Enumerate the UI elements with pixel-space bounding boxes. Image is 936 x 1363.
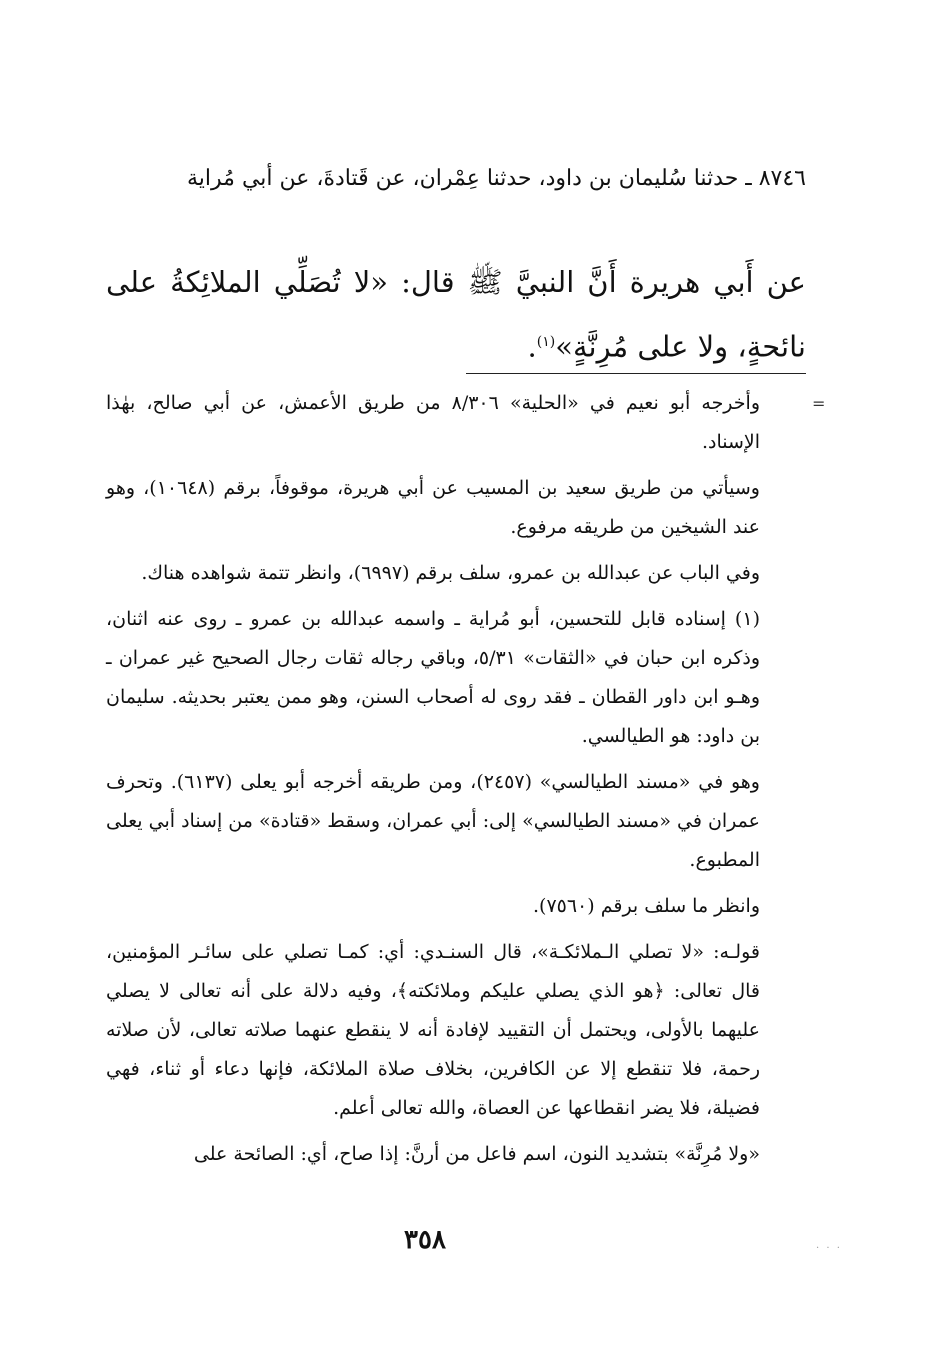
page-number: ٣٥٨ (404, 1225, 446, 1255)
footnote-paragraph: قولـه: «لا تصلي الـملائكـة»، قال السنـدي: أي: كمـا تصلي على سائـر المؤمنين، قال تعالى: ﴿هو الذي يصلي عليكم وملائكته﴾، وفيه دلالة على أنه تعالى لا يصلي عليهما بالأولى، ويحتمل أن التقييد لإفادة أنه لا ينقطع عنهما صلاته تعالى، لأن صلاته رحمة، فلا تنقطع إلا عن الكافرين، بخلاف صلاة الملائكة، فإنها دعاء أو ثناء، فهي فضيلة، فلا يضر انقطاعها عن العصاة، والله تعالى أعلم. (106, 941, 760, 1119)
footnote-paragraph: (١) إسناده قابل للتحسين، أبو مُراية ـ واسمه عبدالله بن عمرو ـ روى عنه اثنان، وذكره ابن حبان في «الثقات» ٥/٣١، وباقي رجاله ثقات رجال الصحيح غير عمران ـ وهـو ابن داور القطان ـ فقد روى له أصحاب السنن، وهو ممن يعتبر بحديثه. سليمان بن داود: هو الطيالسي. (106, 608, 760, 747)
footnote-paragraph: وفي الباب عن عبدالله بن عمرو، سلف برقم (٦٩٩٧)، وانظر تتمة شواهده هناك. (141, 562, 760, 584)
footnote-paragraph: وهو في «مسند الطيالسي» (٢٤٥٧)، ومن طريقه أخرجه أبو يعلى (٦١٣٧). وتحرف عمران في «مسند الطيالسي» إلى: أبي عمران، وسقط «قتادة» من إسناد أبي يعلى المطبوع. (106, 771, 760, 871)
footnote-divider (466, 373, 806, 374)
footnote-paragraph: «ولا مُرِنَّة» بتشديد النون، اسم فاعل من أرنَّ: إذا صاح، أي: الصائحة على (193, 1143, 760, 1165)
hadith-matn-text: عن أَبي هريرة أَنَّ النبيَّ ﷺ قال: «لا تُصَلِّي الملائِكةُ على نائحةٍ، ولا على مُرِنَّةٍ» (106, 265, 806, 364)
continuation-mark: = (812, 394, 826, 413)
footnote-paragraph: وانظر ما سلف برقم (٧٥٦٠). (532, 895, 760, 917)
footnotes-section (106, 384, 794, 1181)
hadith-isnad: ٨٧٤٦ ـ حدثنا سُليمان بن داود، حدثنا عِمْران، عن قَتادةَ، عن أبي مُراية (187, 166, 806, 191)
footnote-paragraph: وسيأتي من طريق سعيد بن المسيب عن أبي هريرة، موقوفاً، برقم (١٠٦٤٨)، وهو عند الشيخين من طريقه مرفوع. (106, 477, 760, 538)
footnote-reference: (١) (536, 334, 556, 350)
hadith-matn (106, 252, 806, 377)
hadith-matn-end: . (527, 329, 537, 364)
footnote-paragraph: وأخرجه أبو نعيم في «الحلية» ٨/٣٠٦ من طريق الأعمش، عن أبي صالح، بهٰذا الإسناد. (106, 392, 760, 453)
corner-mark: . . . (816, 1240, 842, 1251)
